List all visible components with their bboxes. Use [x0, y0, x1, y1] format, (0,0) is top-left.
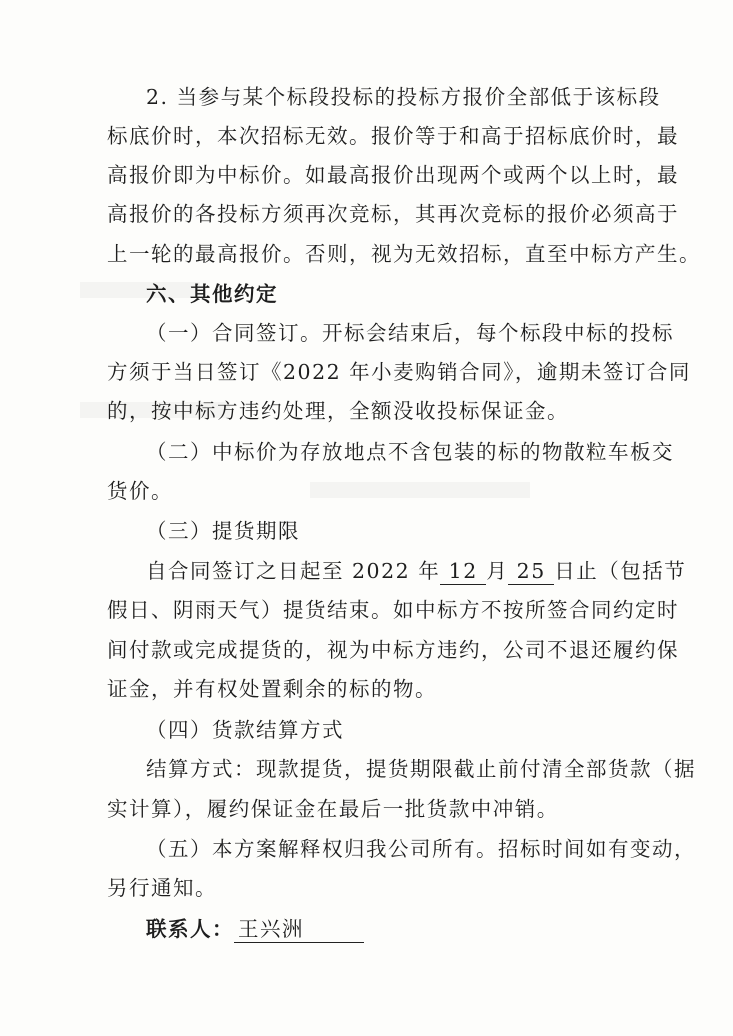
item-1-line-3: 的，按中标方违约处理，全额没收投标保证金。	[107, 399, 569, 423]
item-4-title: （四）货款结算方式	[146, 718, 344, 742]
clause-2-line-3: 高报价即为中标价。如最高报价出现两个或两个以上时，最	[107, 163, 679, 187]
item-3-line-3: 间付款或完成提货的，视为中标方违约，公司不退还履约保	[107, 638, 679, 662]
clause-2-line-5: 上一轮的最高报价。否则，视为无效招标，直至中标方产生。	[107, 242, 701, 266]
item-3-line-1	[146, 552, 686, 591]
contact-label: 联系人：	[146, 917, 234, 941]
item-5-line-1: （五）本方案解释权归我公司所有。招标时间如有变动，	[146, 837, 696, 861]
contact-line	[146, 910, 364, 949]
item-3-line-2: 假日、阴雨天气）提货结束。如中标方不按所签合同约定时	[107, 598, 679, 622]
item-4-line-1: 结算方式：现款提货，提货期限截止前付清全部货款（据	[146, 757, 696, 781]
item-1-line-1: （一）合同签订。开标会结束后，每个标段中标的投标	[146, 321, 674, 345]
clause-2-line-2: 标底价时，本次招标无效。报价等于和高于招标底价时，最	[107, 124, 679, 148]
section-6-title: 六、其他约定	[146, 282, 278, 306]
item-1-line-2: 方须于当日签订《2022 年小麦购销合同》，逾期未签订合同	[107, 360, 691, 384]
day-value: 25	[508, 558, 554, 585]
item-2-line-1: （二）中标价为存放地点不含包装的标的物散粒车板交	[146, 440, 674, 464]
item-4-line-2: 实计算），履约保证金在最后一批货款中冲销。	[107, 797, 559, 821]
month-unit: 月	[486, 559, 509, 583]
clause-2-line-4: 高报价的各投标方须再次竞标，其再次竞标的报价必须高于	[107, 202, 679, 226]
show-through-mark	[310, 482, 530, 498]
month-value: 12	[440, 558, 486, 585]
item-3-line-4: 证金，并有权处置剩余的标的物。	[107, 677, 437, 701]
item-5-line-2: 另行通知。	[107, 876, 217, 900]
item-3-title: （三）提货期限	[146, 519, 300, 543]
item-3-line-1-post: 日止（包括节	[554, 559, 687, 583]
item-3-line-1-pre: 自合同签订之日起至 2022 年	[146, 559, 441, 583]
item-2-line-2: 货价。	[107, 479, 173, 503]
clause-2-line-1: 2. 当参与某个标段投标的投标方报价全部低于该标段	[146, 85, 661, 109]
contact-name: 王兴洲	[234, 916, 364, 943]
